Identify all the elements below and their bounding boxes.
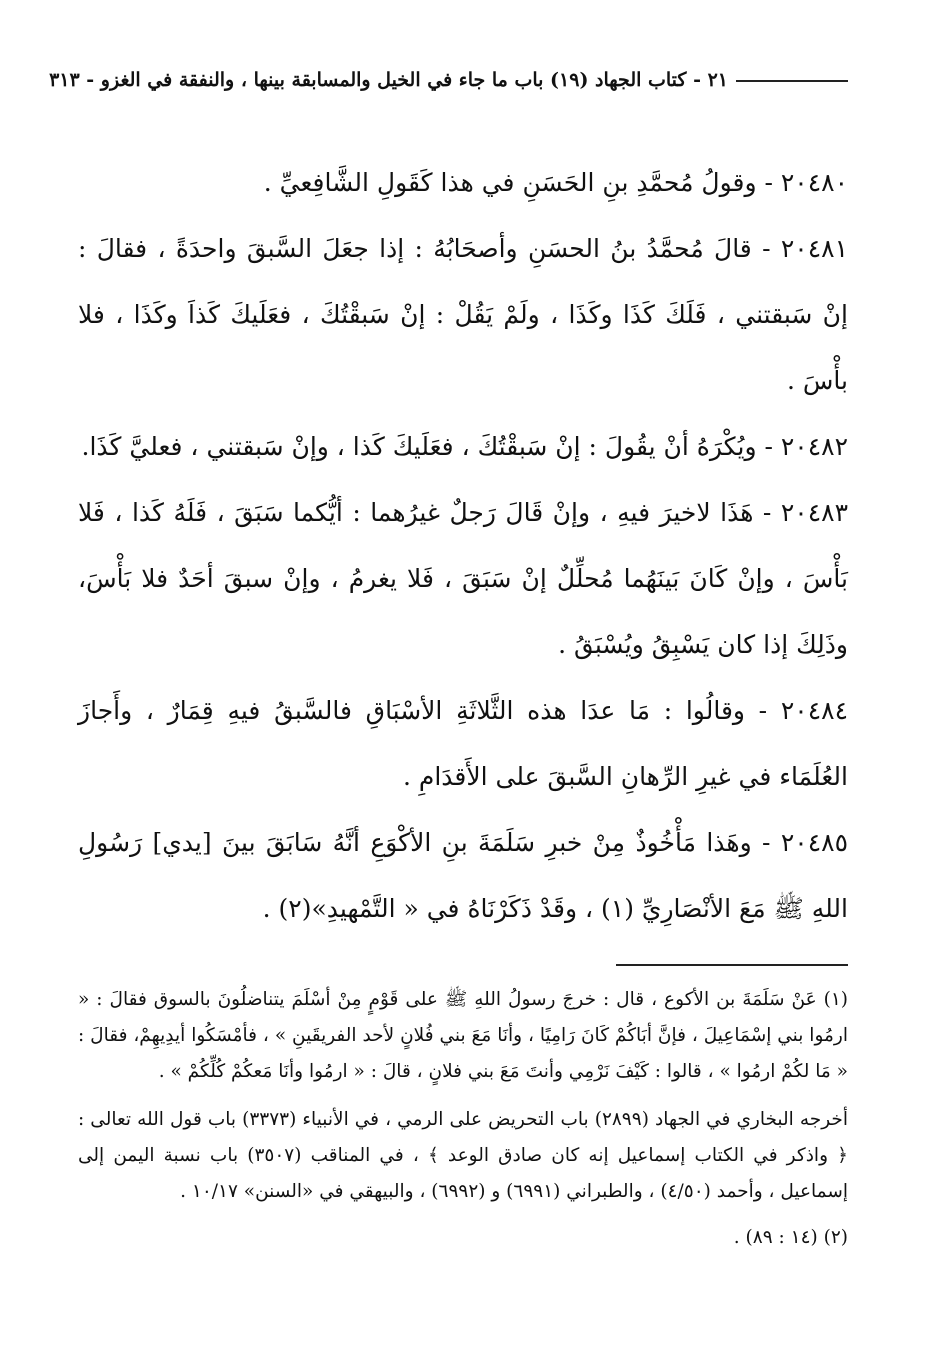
paragraph-20480: ٢٠٤٨٠ - وقولُ مُحمَّدِ بنِ الحَسَنِ في هذا كَقَولِ الشَّافِعيِّ . xyxy=(263,168,848,197)
paragraph-20483: ٢٠٤٨٣ - هَذَا لاخيرَ فيهِ ، وإنْ قَالَ رَجلٌ غيرُهما : أيُّكما سَبَقَ ، فَلَهُ كَذا ، فَلا بَأْسَ ، وإنْ كَانَ بَينَهُما مُحلِّلٌ إنْ سَبَقَ ، فَلا يغرمُ ، وإنْ سبقَ أحَدٌ فلا بَأْسَ، وذَلِكَ إذا كان يَسْبِقُ ويُسْبَقُ . xyxy=(78,498,848,659)
header-text: ٢١ - كتاب الجهاد (١٩) باب ما جاء في الخيل والمسابقة بينها ، والنفقة في الغزو - ٣١٣ xyxy=(49,69,728,91)
paragraph-20482: ٢٠٤٨٢ - ويُكْرَهُ أنْ يقُولَ : إنْ سَبقْتُكَ ، فعَلَيكَ كَذا ، وإنْ سَبقتني ، فعليَّ كَذَا. xyxy=(81,432,848,461)
footnote-2: (٢) (١٤ : ٨٩) . xyxy=(733,1227,848,1248)
paragraph-20485: ٢٠٤٨٥ - وهَذا مَأْخُوذٌ مِنْ خبرِ سَلَمَةَ بنِ الأكْوَعِ أنَّهُ سَابَقَ بينَ [يدي] رَسُولِ اللهِ ﷺ مَعَ الأنْصَارِيِّ (١) ، وقَدْ ذَكَرْنَاهُ في « التَّمْهيدِ»(٢) . xyxy=(78,828,848,923)
footnotes xyxy=(78,982,848,1256)
footnote-1-sources: أخرجه البخاري في الجهاد (٢٨٩٩) باب التحريض على الرمي ، في الأنبياء (٣٣٧٣) باب قول الله تعالى : ﴿ واذكر في الكتاب إسماعيل إنه كان صادق الوعد ﴾ ، في المناقب (٣٥٠٧) باب نسبة اليمن إلى إسماعيل ، وأحمد (٤/٥٠) ، والطبراني (٦٩٩١) و (٦٩٩٢) ، والبيهقي في «السنن» ١٠/١٧ . xyxy=(78,1109,848,1202)
footnote-divider xyxy=(616,964,848,966)
running-header xyxy=(49,62,848,102)
document-page xyxy=(49,62,848,1256)
main-text xyxy=(78,150,848,942)
header-rule xyxy=(736,80,848,82)
paragraph-20484: ٢٠٤٨٤ - وقالُوا : مَا عدَا هذه الثَّلاثَةِ الأسْبَاقِ فالسَّبقُ فيهِ قِمَارٌ ، وأَجازَ العُلَمَاء في غيرِ الرِّهانِ السَّبقَ على الأَقدَامِ . xyxy=(78,696,848,791)
footnote-1: (١) عَنْ سَلَمَةَ بن الأكوع ، قال : خرجَ رسولُ اللهِ ﷺ على قَوْمٍ مِنْ أسْلَمَ يتناضلُونَ بالسوق فقالَ : « ارمُوا بني إسْمَاعِيلَ ، فإنَّ أبَاكُمْ كَانَ رَامِيًا ، وأنَا مَعَ بني فُلانٍ لأحد الفريقَينِ » ، فأمْسَكُوا أيدِيهِمْ، فقالَ : « مَا لكُمْ ارمُوا » ، قالوا : كَيْفَ نَرْمِي وأنتَ مَعَ بني فلانٍ ، قالَ : « ارمُوا وأنَا مَعكُمْ كُلِّكُمْ » . xyxy=(78,989,848,1082)
paragraph-20481: ٢٠٤٨١ - قالَ مُحمَّدُ بنُ الحسَنِ وأصحَابُهُ : إذا جعَلَ السَّبقَ واحدَةً ، فقالَ : إنْ سَبقتني ، فَلَكَ كَذَا وكَذَا ، ولَمْ يَقُلْ : إنْ سَبقْتُكَ ، فعَلَيكَ كَذاَ وكَذَا ، فلا بأْسَ . xyxy=(78,234,848,395)
